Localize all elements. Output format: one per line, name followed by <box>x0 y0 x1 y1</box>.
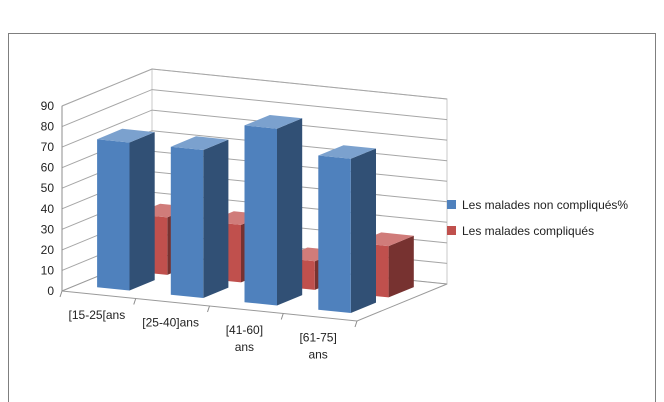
y-tick-label: 10 <box>40 263 54 278</box>
x-category-label: [41-60] ans <box>225 322 264 354</box>
y-tick-label: 80 <box>40 119 54 134</box>
x-category-label: [25-40]ans <box>142 315 199 330</box>
bar-non-compliques-front <box>171 147 204 298</box>
bar-non-compliques <box>318 145 376 313</box>
legend-swatch <box>447 200 456 209</box>
bar-non-compliques <box>97 129 155 291</box>
y-tick-label: 90 <box>40 99 54 113</box>
bar-non-compliques-side <box>203 140 228 298</box>
x-tick-mark <box>355 321 357 327</box>
y-tick-label: 20 <box>40 242 54 257</box>
bar-non-compliques-front <box>97 139 129 290</box>
x-category-label: [15-25[ans <box>68 307 126 322</box>
y-tick-label: 60 <box>40 160 54 175</box>
y-tick-label: 0 <box>47 284 54 298</box>
bar-non-compliques-front <box>245 125 278 305</box>
x-tick-mark <box>281 314 283 320</box>
bar-non-compliques-side <box>277 118 302 305</box>
bar-non-compliques <box>245 115 303 306</box>
legend-label: Les malades compliqués <box>462 224 595 238</box>
y-tick-label: 50 <box>40 181 54 196</box>
bar-non-compliques-side <box>351 149 376 314</box>
x-tick-mark <box>134 299 136 305</box>
y-tick-label: 70 <box>40 140 54 155</box>
bar-compliques-side <box>389 236 414 298</box>
x-tick-mark <box>208 306 210 312</box>
bar-non-compliques <box>171 136 229 298</box>
x-tick-mark <box>60 291 62 297</box>
legend-label: Les malades non compliqués% <box>462 198 629 212</box>
bar-non-compliques-front <box>318 156 351 314</box>
legend-swatch <box>447 226 456 235</box>
x-category-label: [61-75] ans <box>299 330 337 362</box>
bar-non-compliques-side <box>130 132 155 290</box>
y-tick-label: 40 <box>40 201 54 216</box>
y-tick-label: 30 <box>40 222 54 237</box>
